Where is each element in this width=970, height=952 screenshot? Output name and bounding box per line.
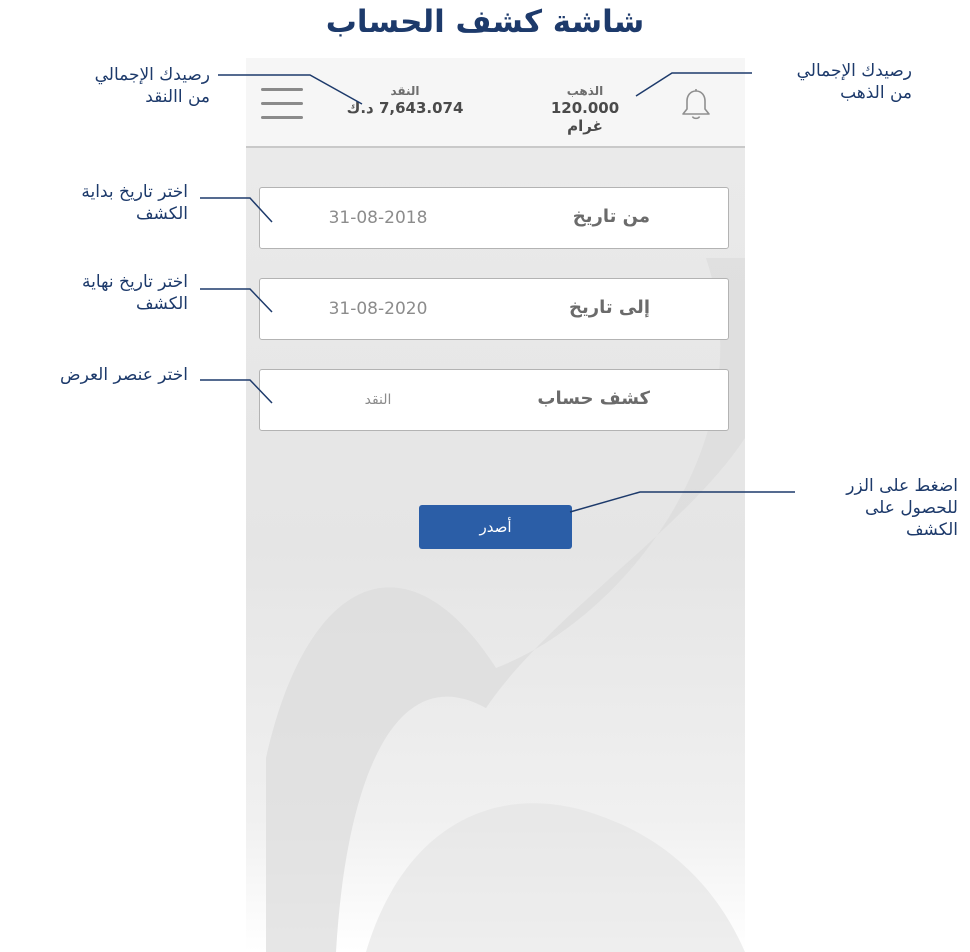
annotation-cash-total: رصيدك الإجمالي من االنقد bbox=[94, 65, 210, 107]
issue-button[interactable]: أصدر bbox=[419, 505, 572, 549]
to-date-label: إلى تاريخ bbox=[568, 297, 650, 318]
statement-type-value: النقد bbox=[364, 392, 392, 408]
page-title: شاشة كشف الحساب bbox=[325, 4, 645, 40]
cash-balance-value: 7,643.074 د.ك bbox=[346, 99, 464, 117]
annotation-start-date: اختر تاريخ بداية الكشف bbox=[81, 182, 188, 224]
to-date-value: 31-08-2020 bbox=[328, 299, 428, 319]
annotation-select-item: اختر عنصر العرض bbox=[60, 365, 188, 385]
cash-balance-label: النقد bbox=[390, 84, 420, 98]
gold-balance-value: 120.000 غرام bbox=[550, 99, 620, 135]
annotation-end-date: اختر تاريخ نهاية الكشف bbox=[82, 272, 188, 314]
from-date-value: 31-08-2018 bbox=[328, 208, 428, 228]
annotation-press-button: اضغط على الزر للحصول على الكشف bbox=[846, 476, 958, 540]
annotation-gold-total: رصيدك الإجمالي من الذهب bbox=[796, 61, 912, 103]
from-date-label: من تاريخ bbox=[572, 206, 650, 227]
gold-balance-label: الذهب bbox=[566, 84, 604, 98]
statement-type-label: كشف حساب bbox=[537, 388, 650, 409]
